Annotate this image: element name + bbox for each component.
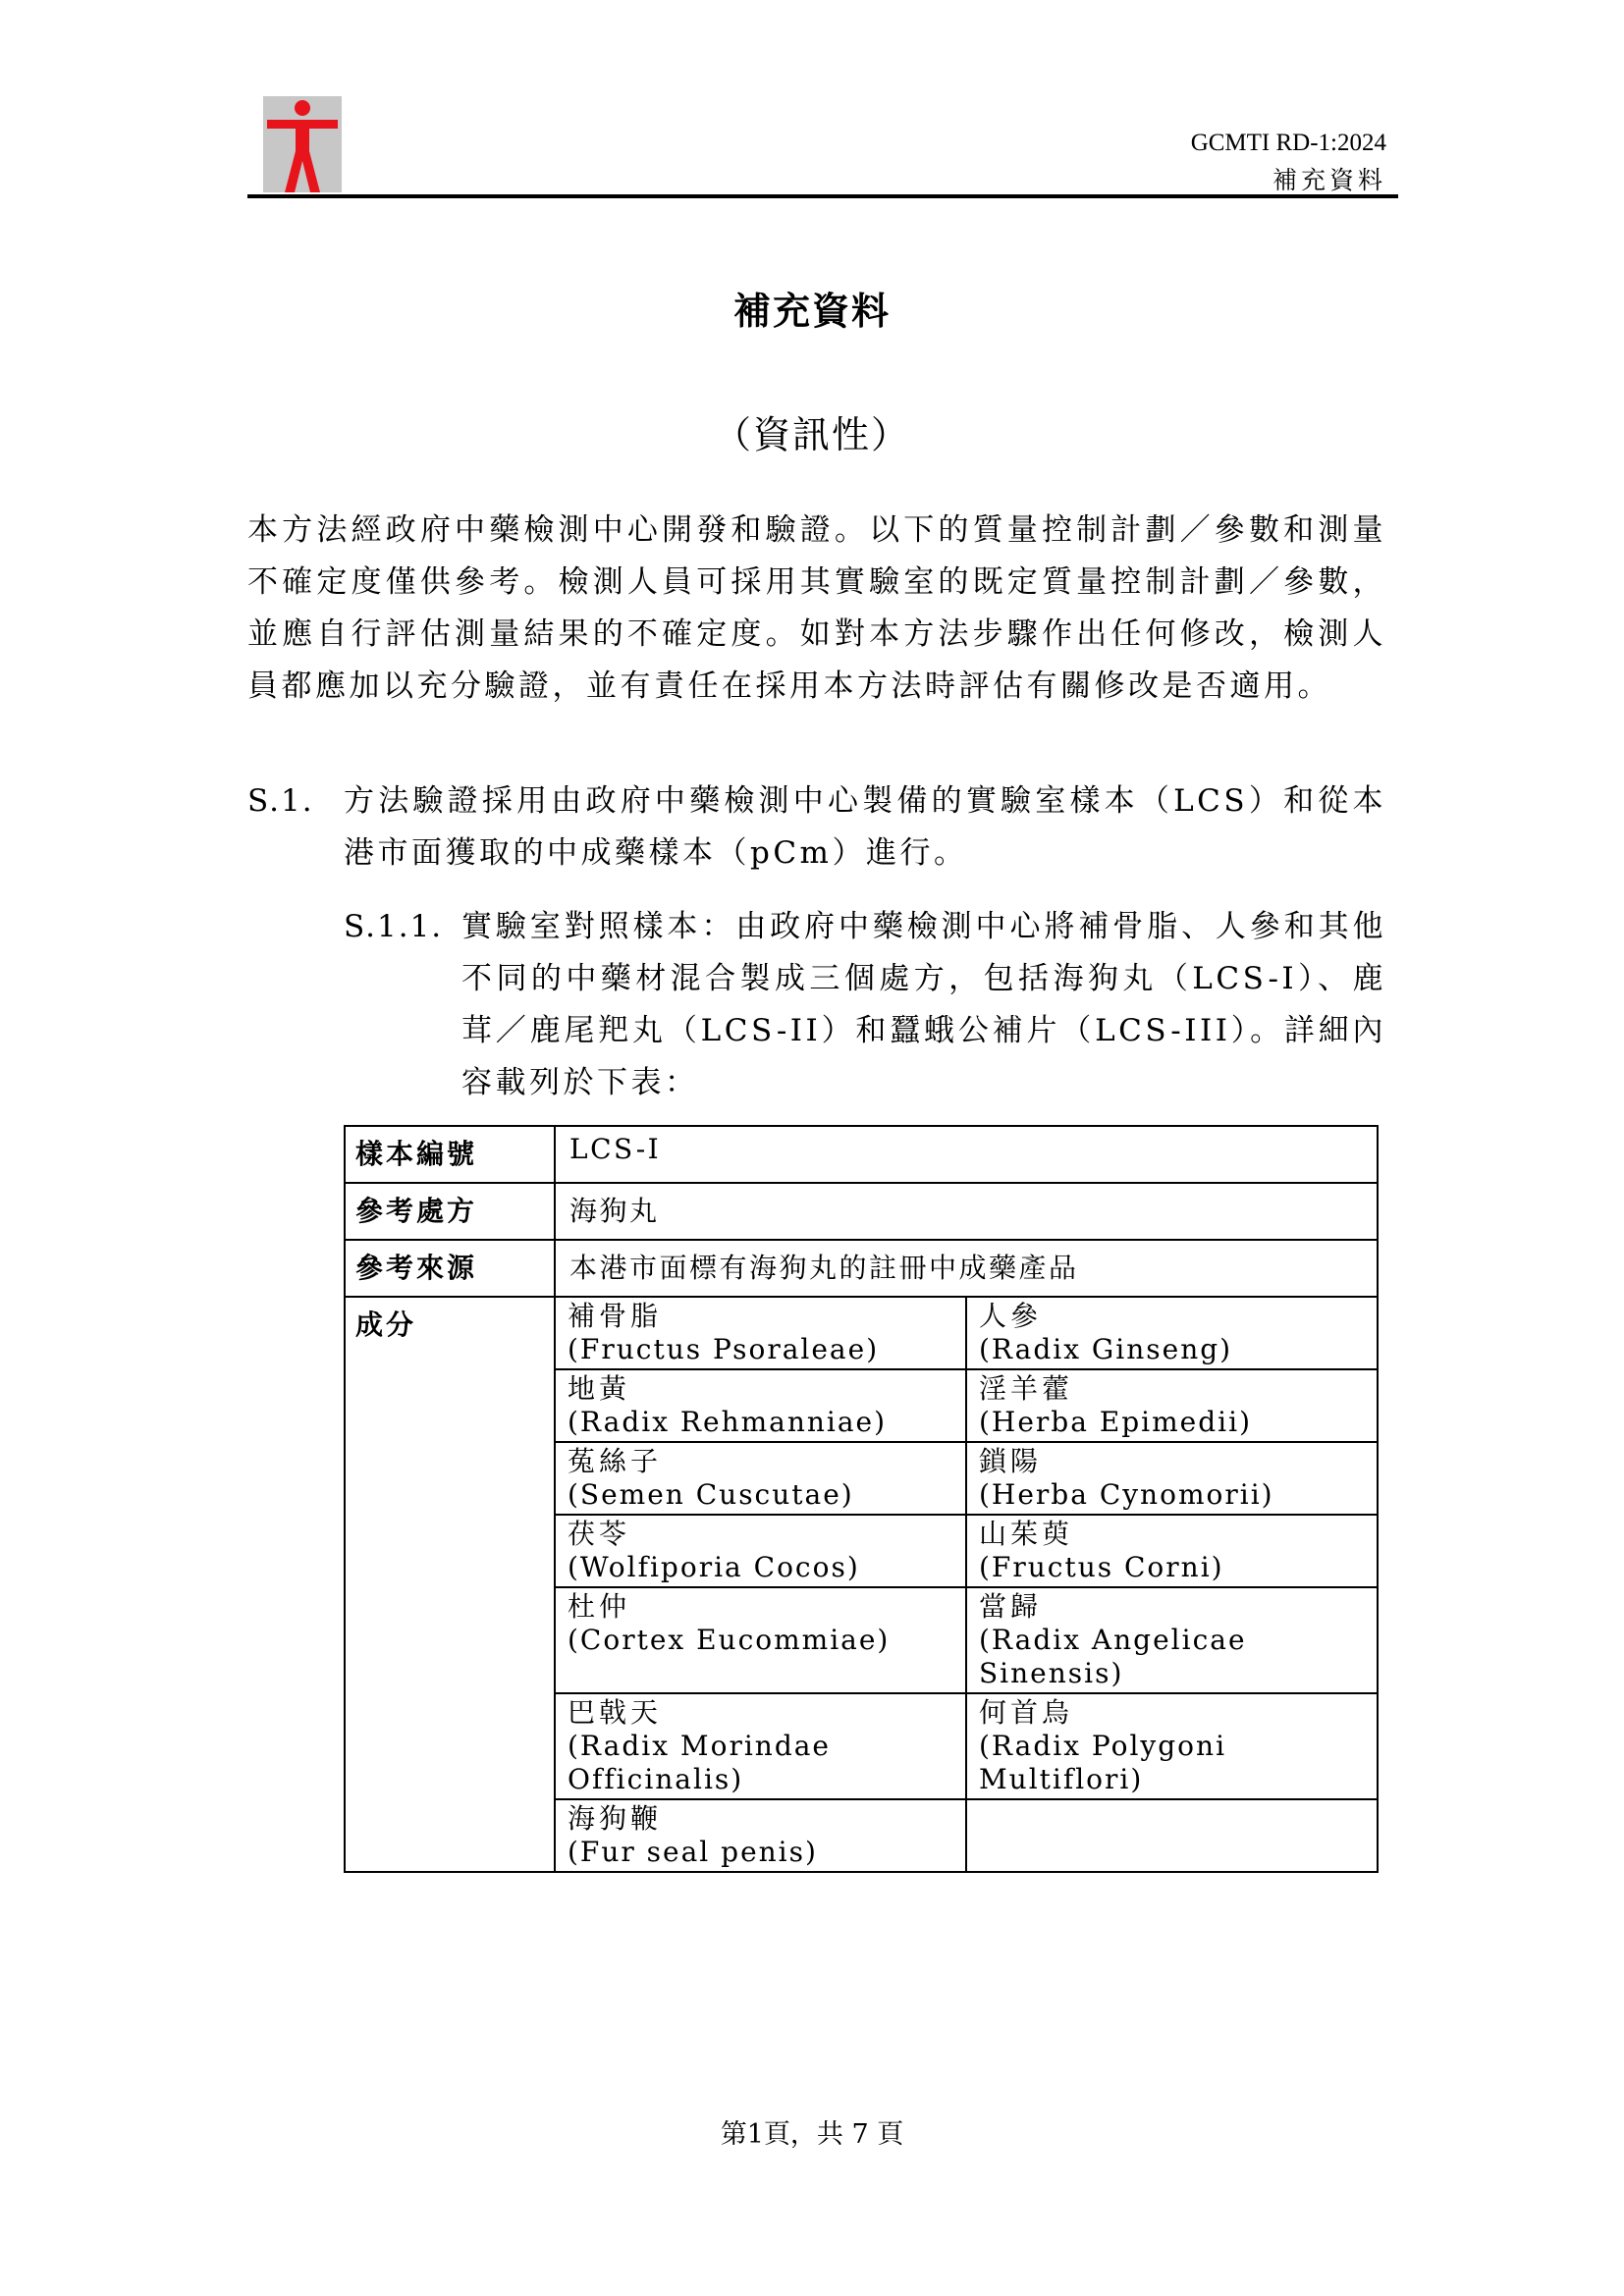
header-divider (247, 194, 1398, 198)
ingredient-cell (556, 1298, 966, 1369)
ingredient-chinese-name: 當歸 (979, 1590, 1043, 1623)
intro-paragraph: 本方法經政府中藥檢測中心開發和驗證。以下的質量控制計劃／參數和測量不確定度僅供參考。檢測人員可採用其實驗室的既定質量控制計劃／參數，並應自行評估測量結果的不確定度。如對本方法步驟作出任何修改，檢測人員都應加以充分驗證，並有責任在採用本方法時評估有關修改是否適用。 (247, 512, 1386, 704)
ingredient-latin-name: (Radix Ginseng) (979, 1333, 1233, 1365)
ingredient-chinese-name: 淫羊藿 (979, 1372, 1074, 1405)
ingredient-latin-name: (Semen Cuscutae) (568, 1478, 854, 1511)
ingredient-chinese-name: 地黃 (568, 1372, 631, 1405)
ingredient-latin-name: (Herba Cynomorii) (979, 1478, 1274, 1511)
ingredient-latin-name: (Radix Rehmanniae) (568, 1406, 888, 1438)
row-value: 本港市面標有海狗丸的註冊中成藥產品 (555, 1240, 1378, 1297)
ingredient-chinese-name: 山茱萸 (979, 1518, 1074, 1550)
ingredient-chinese-name: 茯苓 (568, 1518, 631, 1550)
ingredient-latin-name: (Cortex Eucommiae) (568, 1624, 891, 1656)
row-label: 樣本編號 (345, 1126, 555, 1183)
ingredients-label: 成分 (345, 1297, 555, 1872)
header-section-label: 補充資料 (1272, 166, 1386, 194)
ingredient-chinese-name: 人參 (979, 1300, 1043, 1332)
section-number-s1-1: S.1.1. (344, 909, 444, 944)
ingredient-latin-name: (Radix Polygoni Multiflori) (979, 1730, 1227, 1795)
ingredient-cell (556, 1369, 966, 1442)
ingredient-row (556, 1587, 1377, 1693)
ingredient-cell-empty (966, 1799, 1377, 1871)
ingredient-row (556, 1693, 1377, 1799)
document-code: GCMTI RD-1:2024 (1190, 130, 1386, 156)
ingredient-latin-name: (Herba Epimedii) (979, 1406, 1253, 1438)
table-row (345, 1297, 1378, 1872)
ingredient-row (556, 1515, 1377, 1587)
row-value: 海狗丸 (555, 1183, 1378, 1240)
sample-info-table (344, 1125, 1379, 1873)
ingredient-chinese-name: 補骨脂 (568, 1300, 663, 1332)
page-title: 補充資料 (732, 290, 891, 333)
table-row (345, 1240, 1378, 1297)
row-label: 參考處方 (345, 1183, 555, 1240)
human-figure-logo-icon (263, 96, 342, 192)
ingredient-row (556, 1369, 1377, 1442)
ingredient-row (556, 1298, 1377, 1369)
ingredient-latin-name: (Fructus Corni) (979, 1551, 1224, 1583)
ingredient-cell (556, 1442, 966, 1515)
ingredient-chinese-name: 何首烏 (979, 1696, 1074, 1729)
ingredient-latin-name: (Radix Morindae Officinalis) (568, 1730, 831, 1795)
ingredient-cell (556, 1693, 966, 1799)
ingredient-cell (966, 1515, 1377, 1587)
table-row (345, 1126, 1378, 1183)
ingredient-row (556, 1799, 1377, 1871)
ingredients-cell (555, 1297, 1378, 1872)
ingredient-latin-name: (Wolfiporia Cocos) (568, 1551, 860, 1583)
row-label: 參考來源 (345, 1240, 555, 1297)
ingredient-cell (966, 1298, 1377, 1369)
ingredient-chinese-name: 菟絲子 (568, 1445, 663, 1477)
ingredient-cell (966, 1693, 1377, 1799)
ingredient-cell (556, 1799, 966, 1871)
ingredient-chinese-name: 巴戟天 (568, 1696, 663, 1729)
ingredient-cell (556, 1515, 966, 1587)
page-subtitle: （資訊性） (713, 413, 910, 456)
ingredient-latin-name: (Fructus Psoraleae) (568, 1333, 880, 1365)
table-row (345, 1183, 1378, 1240)
section-text-s1-1: 實驗室對照樣本：由政府中藥檢測中心將補骨脂、人參和其他不同的中藥材混合製成三個處方，包括海狗丸（LCS-I）、鹿茸／鹿尾羓丸（LCS-II）和蠶蛾公補片（LCS-III）。詳細內容載列於下表： (461, 909, 1386, 1100)
ingredient-chinese-name: 海狗鞭 (568, 1802, 663, 1835)
ingredients-table (556, 1298, 1377, 1871)
ingredient-cell (966, 1369, 1377, 1442)
ingredient-cell (556, 1587, 966, 1693)
ingredient-cell (966, 1587, 1377, 1693)
ingredient-chinese-name: 鎖陽 (979, 1445, 1043, 1477)
ingredient-latin-name: (Radix Angelicae Sinensis) (979, 1624, 1247, 1689)
ingredient-chinese-name: 杜仲 (568, 1590, 631, 1623)
ingredient-latin-name: (Fur seal penis) (568, 1836, 818, 1868)
row-value: LCS-I (555, 1126, 1378, 1183)
ingredient-row (556, 1442, 1377, 1515)
page-footer: 第1頁，共 7 頁 (720, 2119, 904, 2150)
section-number-s1: S.1. (247, 783, 314, 819)
ingredient-cell (966, 1442, 1377, 1515)
section-text-s1: 方法驗證採用由政府中藥檢測中心製備的實驗室樣本（LCS）和從本港市面獲取的中成藥樣本（pCm）進行。 (344, 783, 1386, 871)
